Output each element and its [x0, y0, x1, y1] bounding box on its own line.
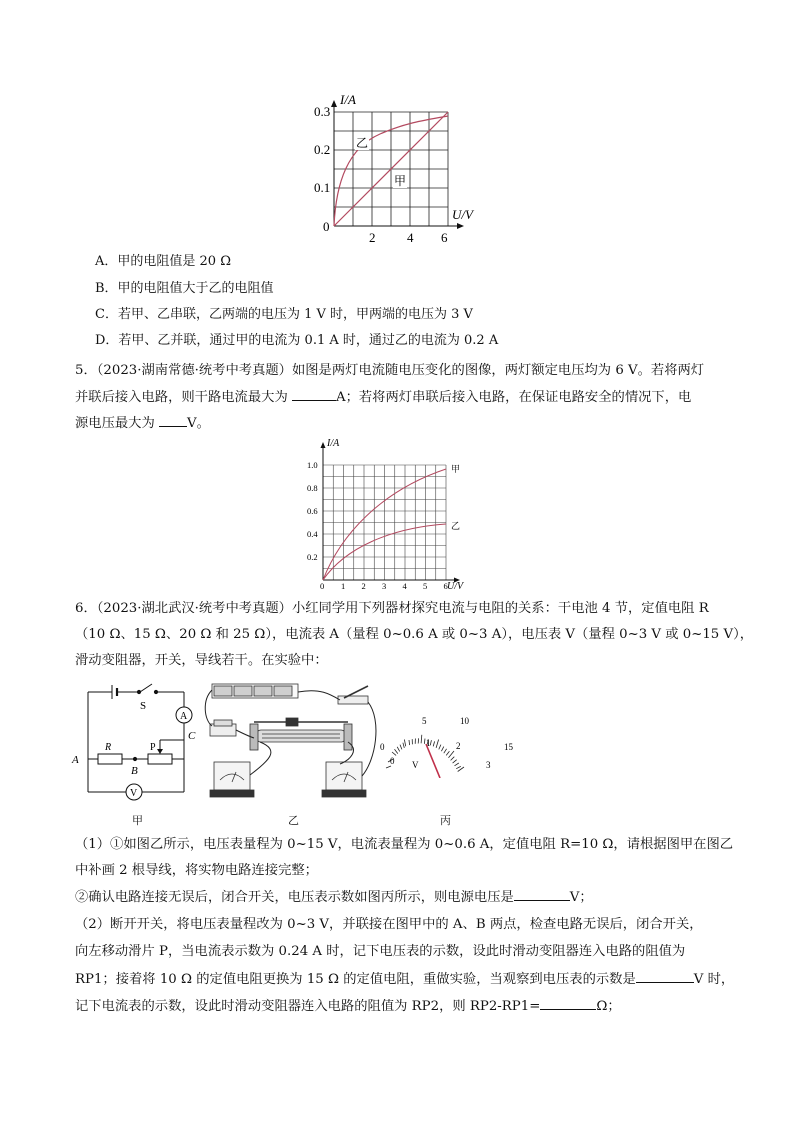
- q6-blank-voltmeter-reading[interactable]: [636, 970, 694, 983]
- q5-blank-1[interactable]: [292, 388, 336, 401]
- graph2-xlabel: U/V: [447, 581, 464, 592]
- graph1-xtick: 6: [441, 230, 448, 245]
- apparatus-photo: [200, 680, 380, 808]
- q6-p2-line-1: （2）断开开关，将电压表量程改为 0~3 V，并联接在图甲中的 A、B 两点，检查电路无误后，闭合开关，: [75, 917, 703, 932]
- caption-yi: 乙: [288, 814, 299, 827]
- q6-text: V 时，: [693, 972, 735, 987]
- graph1-xlabel: U/V: [452, 207, 473, 222]
- circuit-diagram: [70, 680, 200, 808]
- dial-zero-bottom: 0: [390, 756, 395, 766]
- graph2-xtick: 5: [423, 581, 428, 591]
- q4-option-b: B．甲的电阻值大于乙的电阻值: [95, 281, 274, 296]
- ammeter-label: A: [180, 711, 188, 722]
- graph1-xtick: 4: [407, 230, 414, 245]
- q5-text: V。: [187, 416, 210, 431]
- graph2-xtick: 2: [361, 581, 366, 591]
- dial-top-10: 10: [460, 716, 469, 726]
- graph2-xtick: 6: [443, 581, 448, 591]
- q6-text: RP1；接着将 10 Ω 的定值电阻更换为 15 Ω 的定值电阻，重做实验，当观察到电压表的示数是: [75, 972, 636, 987]
- ammeter-device: [210, 762, 254, 797]
- q5-line-2: [75, 388, 691, 407]
- q6-line-1: 6．（2023·湖北武汉·统考中考真题）小红同学用下列器材探究电流与电阻的关系：干电池 4 节，定值电阻 R: [75, 601, 709, 616]
- q5-text: A；若将两灯串联后接入电路，在保证电路安全的情况下，电: [335, 390, 692, 405]
- dial-unit: V: [412, 760, 419, 770]
- graph1-ylabel: I/A: [340, 92, 356, 107]
- q6-p2-line-2: 向左移动滑片 P，当电流表示数为 0.24 A 时，记下电压表的示数，设此时滑动变阻器连入电路的阻值为: [75, 944, 686, 959]
- iu-graph-2: [300, 436, 470, 592]
- point-b-label: B: [131, 765, 138, 777]
- q5-line-3: [75, 414, 210, 433]
- q6-text: Ω；: [596, 999, 621, 1014]
- q4-option-c: C．若甲、乙串联，乙两端的电压为 1 V 时，甲两端的电压为 3 V: [95, 307, 473, 322]
- dial-top-15: 15: [504, 742, 513, 752]
- switch-device: [338, 686, 368, 704]
- graph1-curve-label-yi: 乙: [356, 136, 369, 150]
- graph2-curve-label-yi: 乙: [451, 521, 461, 531]
- switch-label: S: [140, 700, 147, 712]
- q4-option-a: A．甲的电阻值是 20 Ω: [95, 254, 231, 269]
- q6-text: V；: [569, 890, 593, 905]
- graph2-grid: [323, 465, 446, 580]
- dial-bottom-3: 3: [486, 760, 491, 770]
- resistor-r: [98, 754, 122, 764]
- graph1-ytick: 0.2: [314, 142, 331, 157]
- graph1-xtick: 2: [369, 230, 376, 245]
- graph2-ytick: 0.8: [307, 483, 318, 493]
- graph2-xtick: 0: [320, 581, 325, 591]
- graph2-ylabel: I/A: [327, 438, 340, 449]
- graph2-xtick: 4: [402, 581, 407, 591]
- graph1-ytick: 0: [323, 219, 330, 234]
- voltmeter-dial: [372, 708, 522, 778]
- resistor-device: [210, 720, 236, 736]
- q4-option-d: D．若甲、乙并联，通过甲的电流为 0.1 A 时，通过乙的电流为 0.2 A: [95, 333, 499, 348]
- graph2-ytick: 0.6: [307, 506, 318, 516]
- point-a-label: A: [72, 754, 79, 766]
- iu-graph-1: [300, 92, 500, 252]
- q6-text: 记下电流表的示数，设此时滑动变阻器连入电路的阻值为 RP2，则 RP2-RP1=: [75, 999, 541, 1014]
- q5-line-1: 5．（2023·湖南常德·统考中考真题）如图是两灯电流随电压变化的图像，两灯额定电压均为 6 V。若将两灯: [75, 363, 705, 378]
- graph2-ytick: 0.4: [307, 529, 318, 539]
- q6-p2-line-4: [75, 997, 621, 1016]
- q6-line-2: （10 Ω、15 Ω、20 Ω 和 25 Ω），电流表 A（量程 0~0.6 A 或 0~3 A），电压表 V（量程 0~3 V 或 0~15 V），: [75, 627, 754, 642]
- rheostat-device: [250, 718, 352, 750]
- q6-p1-line-1: （1）①如图乙所示，电压表量程为 0~15 V，电流表量程为 0~0.6 A，定值电阻 R=10 Ω，请根据图甲在图乙: [75, 837, 734, 852]
- battery-pack: [212, 684, 298, 698]
- switch-lever: [140, 684, 152, 692]
- graph1-curve-label-jia: 甲: [394, 174, 407, 188]
- voltmeter-device: [322, 762, 366, 797]
- dial-ticks: [386, 735, 464, 772]
- voltmeter-label: V: [130, 788, 138, 799]
- q6-line-3: 滑动变阻器，开关，导线若干。在实验中：: [75, 653, 328, 668]
- voltmeter-needle: [426, 744, 440, 778]
- graph2-ytick: 1.0: [307, 460, 318, 470]
- q6-blank-resistance-diff[interactable]: [540, 997, 596, 1010]
- dial-bottom-2: 2: [456, 741, 461, 751]
- q6-p1-line-3: [75, 888, 593, 907]
- graph2-curve-label-jia: 甲: [451, 464, 461, 474]
- dial-zero-top: 0: [380, 742, 385, 752]
- q6-p1-line-2: 中补画 2 根导线，将实物电路连接完整；: [75, 863, 318, 878]
- graph1-ytick: 0.3: [314, 104, 331, 119]
- point-c-label: C: [188, 730, 196, 742]
- graph2-xtick: 3: [382, 581, 387, 591]
- q6-blank-voltage[interactable]: [514, 888, 570, 901]
- graph1-ytick: 0.1: [314, 180, 331, 195]
- graph2-ytick: 0.2: [307, 552, 318, 562]
- slider-label: P: [150, 742, 156, 753]
- caption-bing: 丙: [440, 814, 451, 827]
- caption-jia: 甲: [132, 814, 143, 827]
- q6-p2-line-3: [75, 970, 734, 989]
- q5-text: 源电压最大为: [75, 416, 155, 431]
- q5-blank-2[interactable]: [159, 414, 187, 427]
- dial-top-5: 5: [422, 716, 427, 726]
- graph2-xtick: 1: [341, 581, 346, 591]
- rheostat: [148, 754, 172, 764]
- q5-text: 并联后接入电路，则干路电流最大为: [75, 390, 288, 405]
- resistor-label: R: [105, 742, 112, 753]
- q6-text: ②确认电路连接无误后，闭合开关，电压表示数如图丙所示，则电源电压是: [75, 890, 514, 905]
- dial-bottom-1: 1: [426, 738, 431, 748]
